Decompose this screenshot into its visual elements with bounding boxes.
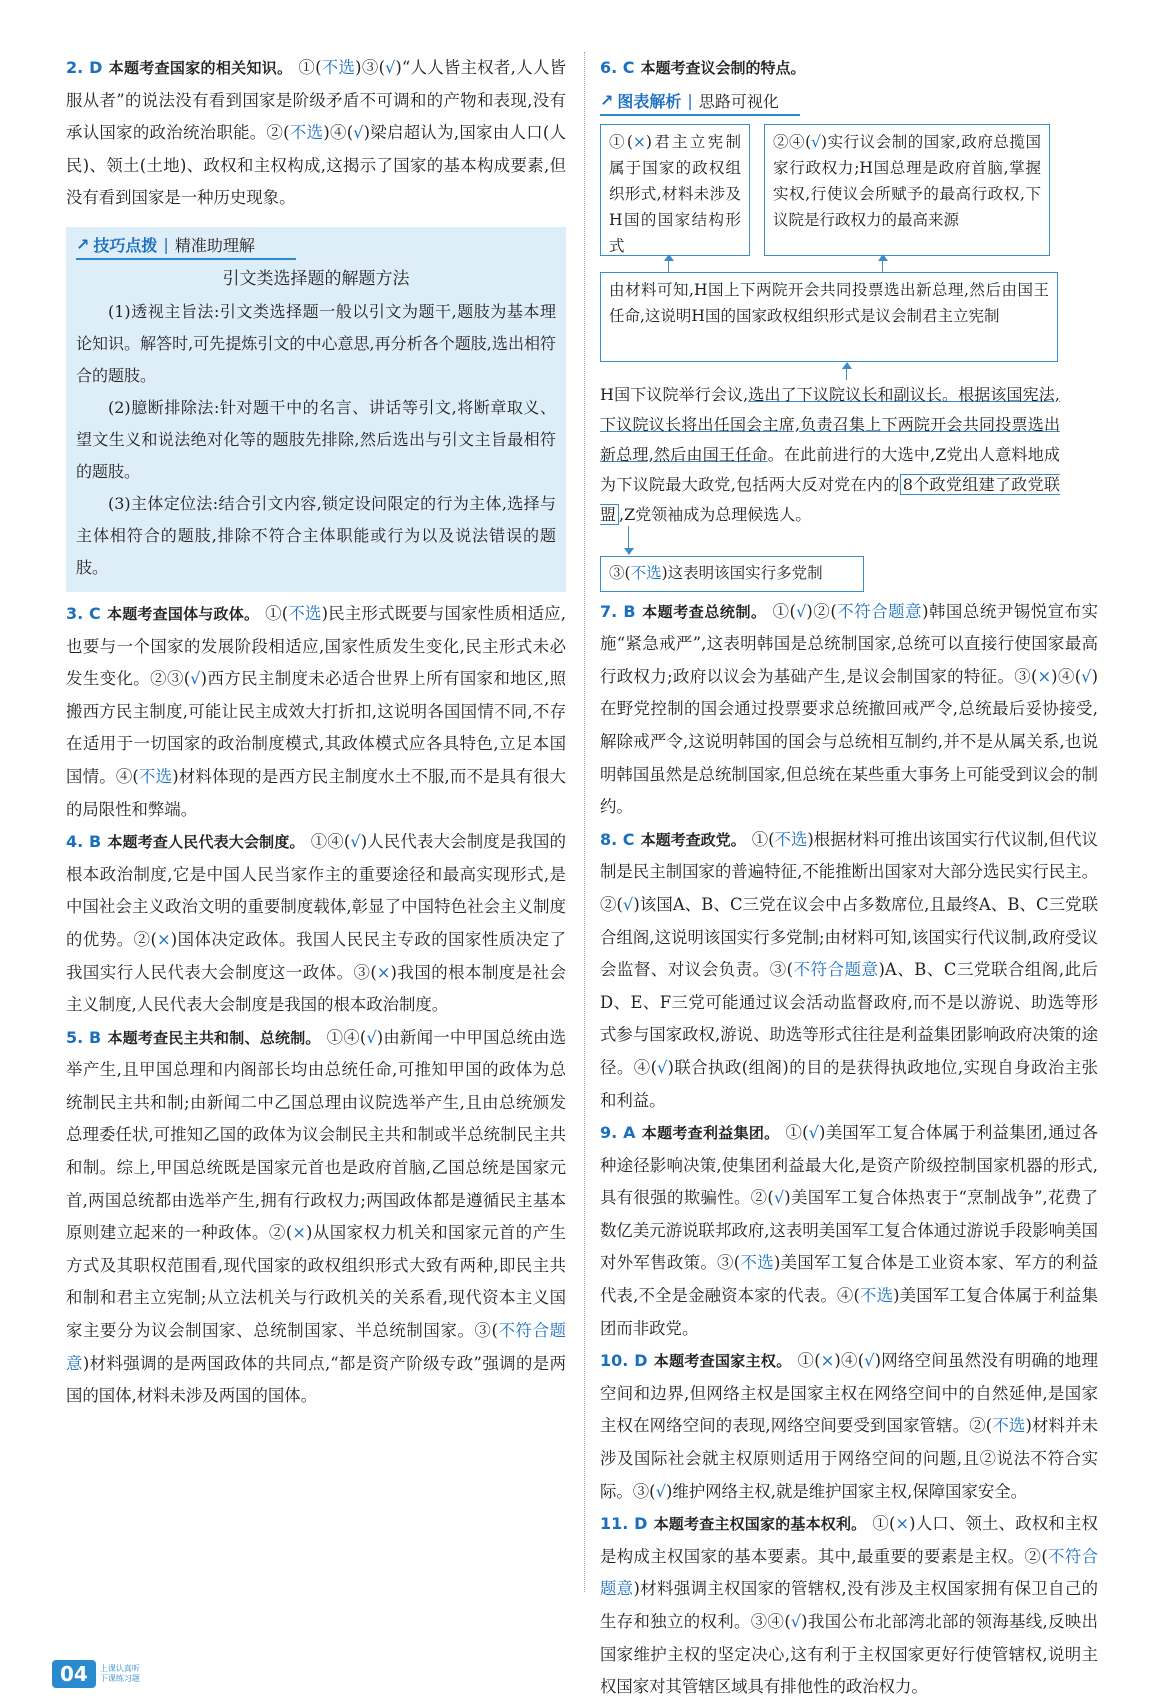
answer-number: 2. D xyxy=(66,58,103,77)
tip-item: (3)主体定位法:结合引文内容,锁定设问限定的行为主体,选择与主体相符合的题肢,排除不符合主体职能或行为以及说法错误的题肢。 xyxy=(76,493,556,577)
tips-box xyxy=(66,227,566,592)
judgement-mark: 不选 xyxy=(289,123,324,143)
tip-item: (2)臆断排除法:针对题干中的名言、讲话等引文,将断章取义、望文生义和说法绝对化等的题肢先排除,然后选出与引文主旨最相符的题肢。 xyxy=(76,397,556,481)
judgement-mark: √ xyxy=(790,1612,802,1631)
answer-q4 xyxy=(66,826,566,1022)
explanation-text: ①④( xyxy=(326,1027,367,1047)
judgement-mark: × xyxy=(1037,666,1052,686)
explanation xyxy=(600,1514,1098,1696)
explanation-text: ①( xyxy=(609,132,633,151)
explanation-text: )该国A、B、C三党在议会中占多数席位,且最终A、B、C三党联合组阁,这说明该国实行多党制;由材料可知,该国实行代议制,政府受议会监督、对议会负责。③( xyxy=(600,894,1098,980)
answer-q8 xyxy=(600,824,1098,1117)
explanation-text: ①( xyxy=(265,603,289,623)
judgement-mark: 不符合题意 xyxy=(600,1546,1098,1599)
answer-number: 10. D xyxy=(600,1351,648,1371)
judgement-mark: 不符合题意 xyxy=(66,1321,566,1373)
judgement-mark: × xyxy=(895,1514,910,1534)
explanation-text: ②④( xyxy=(773,132,812,151)
answer-topic: 本题考查民主共和制、总统制。 xyxy=(107,1028,321,1047)
explanation-text: )美国军工复合体热衷于“烹制战争”,花费了数亿美元游说联邦政府,这表明美国军工复合体通过游说手段影响美国对外军售政策。③( xyxy=(600,1188,1098,1273)
explanation-text: ③( xyxy=(609,563,631,582)
explanation-text: )④( xyxy=(323,123,354,143)
judgement-mark: √ xyxy=(350,832,361,852)
explanation-text: )在野党控制的国会通过投票要求总统撤回戒严令,总统最后妥协接受,解除戒严令,这说明韩国的国会与总统相互制约,并不是从属关系,也说明韩国虽然是总统制国家,但总统在某些重大事务上可能受到议会的制约。 xyxy=(600,666,1098,817)
footer-slogan xyxy=(100,1664,140,1684)
trend-icon: ↗ xyxy=(76,234,90,254)
chart-label: 图表解析 xyxy=(617,91,682,111)
explanation-text: )材料并未涉及国际社会就主权原则适用于网络空间的问题,且②说法不符合实际。③( xyxy=(600,1416,1098,1501)
answer-q11 xyxy=(600,1508,1098,1704)
explanation-text: )材料强调主权国家的管辖权,没有涉及主权国家拥有保卫自己的生存和独立的权利。③④( xyxy=(600,1579,1099,1631)
explanation-text: )由新闻一中甲国总统由选举产生,且甲国总理和内阁部长均由总统任命,可推知甲国的政体为总统制民主共和制;由新闻二中乙国总理由议院选举产生,且由总统颁发总理委任状,可推知乙国的政体为议会制民主共和制或半总统制民主共和制。综上,甲国总统既是国家元首也是政府首脑,乙国总统是国家元首,两国总统都由选举产生,拥有行政权力;两国政体都是遵循民主基本原则建立起来的一种政体。②( xyxy=(66,1027,566,1243)
explanation-text: )材料强调的是两国政体的共同点,“都是资产阶级专政”强调的是两国的国体,材料未涉及两国的国体。 xyxy=(66,1353,567,1406)
explanation xyxy=(600,1123,1098,1338)
answer-number: 11. D xyxy=(600,1514,648,1534)
judgement-mark: × xyxy=(632,132,646,151)
explanation-text: )“人人皆主权者,人人皆服从者”的说法没有看到国家是阶级矛盾不可调和的产物和表现,没有承认国家的政治统治职能。②( xyxy=(66,58,566,143)
explanation-text: )③( xyxy=(355,58,385,77)
slogan-line: 下课练习题 xyxy=(99,1674,140,1683)
answer-number: 8. C xyxy=(600,829,635,849)
explanation xyxy=(600,830,1098,1110)
arrow-up-icon xyxy=(842,362,852,369)
explanation-text: )美国军工复合体属于利益集团而非政党。 xyxy=(600,1286,1098,1338)
left-column xyxy=(66,52,566,1413)
judgement-mark: × xyxy=(820,1351,835,1371)
answer-q2 xyxy=(66,52,566,215)
answer-number: 6. C xyxy=(600,58,635,77)
diagram-box-inference: 由材料可知,H国上下两院开会共同投票选出新总理,然后由国王任命,这说明H国的国家政权组织形式是议会制君主立宪制 xyxy=(600,272,1058,362)
explanation xyxy=(600,1351,1098,1500)
answer-topic: 本题考查政党。 xyxy=(640,830,746,849)
answer-topic: 本题考查人民代表大会制度。 xyxy=(107,833,305,852)
answer-q6 xyxy=(600,52,1098,85)
explanation-text: ①( xyxy=(797,1351,821,1371)
explanation-text: )西方民主制度未必适合世界上所有国家和地区,照搬西方民主制度,可能让民主成效大打折扣,这说明各国国情不同,不存在适用于一切国家的政治制度模式,其政体模式应各具特色,立足本国国情。④( xyxy=(66,669,566,786)
explanation-text: )梁启超认为,国家由人口(人民)、领土(土地)、政权和主权构成,这揭示了国家的基本构成要素,但没有看到国家是一种历史现象。 xyxy=(66,123,566,208)
answer-topic: 本题考查主权国家的基本权利。 xyxy=(653,1515,867,1534)
judgement-mark: 不符合题意 xyxy=(793,960,879,980)
explanation-text: )这表明该国实行多党制 xyxy=(661,563,823,582)
judgement-mark: √ xyxy=(190,669,201,689)
judgement-mark: 不选 xyxy=(992,1416,1026,1436)
tips-title: 引文类选择题的解题方法 xyxy=(222,268,410,289)
separator: | xyxy=(687,90,693,110)
explanation-text: )根据材料可推出该国实行代议制,但代议制是民主制国家的普遍特征,不能推断出国家对大部分选民实行民主。②( xyxy=(600,829,1098,914)
reasoning-diagram xyxy=(600,124,1098,596)
explanation xyxy=(66,604,566,819)
explanation xyxy=(66,1028,566,1406)
explanation-text: ①④( xyxy=(310,832,351,852)
judgement-mark: √ xyxy=(811,132,822,151)
explanation-text: )A、B、C三党联合组阁,此后D、E、F三党可能通过议会活动监督政府,而不是以游说、助选等形式参与国家政权,游说、助选等形式往往是利益集团影响政府决策的途径。④( xyxy=(600,960,1098,1077)
judgement-mark: × xyxy=(292,1223,306,1243)
page-number: 04 xyxy=(52,1660,96,1688)
answer-topic: 本题考查议会制的特点。 xyxy=(640,59,806,77)
explanation-text: ①( xyxy=(298,58,322,77)
explanation-text: ①( xyxy=(772,601,796,621)
material-text: ,Z党领袖成为总理候选人。 xyxy=(619,504,812,524)
explanation-text: )④( xyxy=(834,1351,865,1371)
explanation-text: )④( xyxy=(1051,666,1082,686)
judgement-mark: √ xyxy=(773,1188,785,1208)
arrow-down-icon xyxy=(624,548,634,555)
separator: | xyxy=(163,234,169,254)
explanation-text: ①( xyxy=(872,1514,896,1534)
answer-topic: 本题考查国家主权。 xyxy=(653,1352,792,1371)
answer-number: 9. A xyxy=(600,1123,636,1143)
judgement-mark: × xyxy=(376,962,391,982)
right-column xyxy=(600,52,1098,1704)
explanation-text: )美国军工复合体是工业资本家、军方的利益代表,不全是金融资本家的代表。④( xyxy=(600,1253,1098,1306)
answer-q9 xyxy=(600,1117,1098,1345)
chart-analysis-header xyxy=(600,89,800,116)
judgement-mark: √ xyxy=(1081,666,1092,686)
judgement-mark: × xyxy=(156,929,171,949)
judgement-mark: √ xyxy=(657,1057,668,1077)
tips-header xyxy=(76,233,296,260)
explanation-text: )我国的根本制度是社会主义制度,人民代表大会制度是我国的根本政治制度。 xyxy=(66,962,566,1015)
judgement-mark: √ xyxy=(353,123,364,143)
answer-number: 3. C xyxy=(66,603,101,623)
answer-topic: 本题考查国家的相关知识。 xyxy=(108,59,293,77)
judgement-mark: √ xyxy=(864,1351,875,1371)
answer-number: 5. B xyxy=(66,1027,102,1047)
judgement-mark: √ xyxy=(622,894,634,914)
explanation-text: )君主立宪制属于国家的政权组织形式,材料未涉及H国的国家结构形式 xyxy=(609,132,741,255)
tip-item: (1)透视主旨法:引文类选择题一般以引文为题干,题肢为基本理论知识。解答时,可先提炼引文的中心意思,再分析各个题肢,选出相符合的题肢。 xyxy=(76,301,556,385)
explanation-text: )美国军工复合体属于利益集团,通过各种途径影响决策,使集团利益最大化,是资产阶级控制国家机器的形式,具有很强的欺骗性。②( xyxy=(600,1123,1098,1208)
slogan-line: 上课认真听 xyxy=(99,1664,140,1673)
answer-q10 xyxy=(600,1345,1098,1508)
explanation-text: )人口、领土、政权和主权是构成主权国家的基本要素。其中,最重要的要素是主权。②( xyxy=(600,1514,1098,1566)
answer-number: 7. B xyxy=(600,601,636,621)
material-text: H国下议院举行会议, xyxy=(600,384,749,404)
explanation-text: )国体决定政体。我国人民民主专政的国家性质决定了我国实行人民代表大会制度这一政体。③( xyxy=(66,929,566,982)
page-footer xyxy=(52,1660,140,1688)
explanation xyxy=(600,602,1098,817)
diagram-box-option24 xyxy=(764,124,1050,256)
judgement-mark: 不选 xyxy=(859,1286,894,1306)
judgement-mark: 不选 xyxy=(288,603,322,623)
explanation-text: )网络空间虽然没有明确的地理空间和边界,但网络主权是国家主权在网络空间中的自然延伸,是国家主权在网络空间的表现,网络空间要受到国家管辖。②( xyxy=(600,1351,1098,1436)
answer-q7 xyxy=(600,596,1098,824)
explanation xyxy=(66,58,566,207)
explanation-text: )维护网络主权,就是维护国家主权,保障国家安全。 xyxy=(666,1481,1028,1501)
explanation-text: )人民代表大会制度是我国的根本政治制度,它是中国人民当家作主的重要途径和最高实现形式,是中国社会主义政治文明的重要制度载体,彰显了中国特色社会主义制度的优势。②( xyxy=(66,832,566,949)
answer-q5 xyxy=(66,1022,566,1413)
material-framed: 8个政党组建了政党联盟 xyxy=(600,474,1060,524)
tips-subtitle: 精准助理解 xyxy=(174,235,255,255)
diagram-box-option3 xyxy=(600,556,864,592)
answer-topic: 本题考查总统制。 xyxy=(641,602,767,621)
judgement-mark: √ xyxy=(655,1481,667,1501)
judgement-mark: 不符合题意 xyxy=(836,601,923,621)
judgement-mark: √ xyxy=(384,58,396,77)
answer-topic: 本题考查利益集团。 xyxy=(641,1124,780,1143)
diagram-box-option1 xyxy=(600,124,750,256)
answer-topic: 本题考查国体与政体。 xyxy=(106,604,260,623)
judgement-mark: √ xyxy=(795,601,807,621)
arrow-up-icon xyxy=(878,254,888,261)
material-text: 。在此前进行的大选中,Z党出人意料地成为下议院最大政党,包括两大反对党在内的 xyxy=(600,444,1060,494)
column-divider xyxy=(584,52,585,1592)
explanation-text: )材料体现的是西方民主制度水土不服,而不是具有很大的局限性和弊端。 xyxy=(66,766,567,819)
arrow-up-icon xyxy=(664,254,674,261)
explanation-text: ①( xyxy=(751,829,775,849)
answer-q3 xyxy=(66,598,566,826)
explanation-text: )我国公布北部湾北部的领海基线,反映出国家维护主权的坚定决心,这有利于主权国家更好行使管辖权,说明主权国家对其管辖区域具有排他性的政治权力。 xyxy=(600,1612,1098,1697)
explanation-text: )从国家权力机关和国家元首的产生方式及其职权范围看,现代国家的政权组织形式大致有两种,即民主共和制和君主立宪制;从立法机关与行政机关的关系看,现代资本主义国家主要分为议会制国家、总统制国家、半总统制国家。③( xyxy=(66,1223,566,1341)
judgement-mark: 不选 xyxy=(630,563,662,582)
explanation-text: )民主形式既要与国家性质相适应,也要与一个国家的发展阶段相适应,国家性质发生变化,民主形式未必发生变化。②③( xyxy=(66,603,567,689)
trend-icon: ↗ xyxy=(600,90,614,110)
judgement-mark: 不选 xyxy=(321,58,356,77)
judgement-mark: 不选 xyxy=(774,829,808,849)
judgement-mark: 不选 xyxy=(740,1253,774,1273)
material-underlined: 选出了下议院议长和副议长。根据该国宪法,下议院议长将出任国会主席,负责召集上下两院开会共同投票选出新总理,然后由国王任命 xyxy=(600,384,1060,464)
explanation-text: )②( xyxy=(806,601,837,621)
diagram-material xyxy=(600,380,1060,530)
tips-label: 技巧点拨 xyxy=(93,235,158,255)
explanation-text: )实行议会制的国家,政府总揽国家行政权力;H国总理是政府首脑,掌握实权,行使议会所赋予的最高行政权,下议院是行政权力的最高来源 xyxy=(773,132,1041,229)
explanation-text: )韩国总统尹锡悦宣布实施“紧急戒严”,这表明韩国是总统制国家,总统可以直接行使国家最高行政权力;政府以议会为基础产生,是议会制国家的特征。③( xyxy=(600,601,1098,686)
answer-number: 4. B xyxy=(66,832,102,852)
judgement-mark: √ xyxy=(366,1027,377,1047)
explanation-text: )联合执政(组阁)的目的是获得执政地位,实现自身政治主张和利益。 xyxy=(600,1057,1098,1110)
explanation-text: ①( xyxy=(785,1123,809,1143)
judgement-mark: √ xyxy=(808,1123,820,1143)
chart-subtitle: 思路可视化 xyxy=(698,91,779,111)
judgement-mark: 不选 xyxy=(138,766,173,786)
explanation xyxy=(66,832,566,1014)
